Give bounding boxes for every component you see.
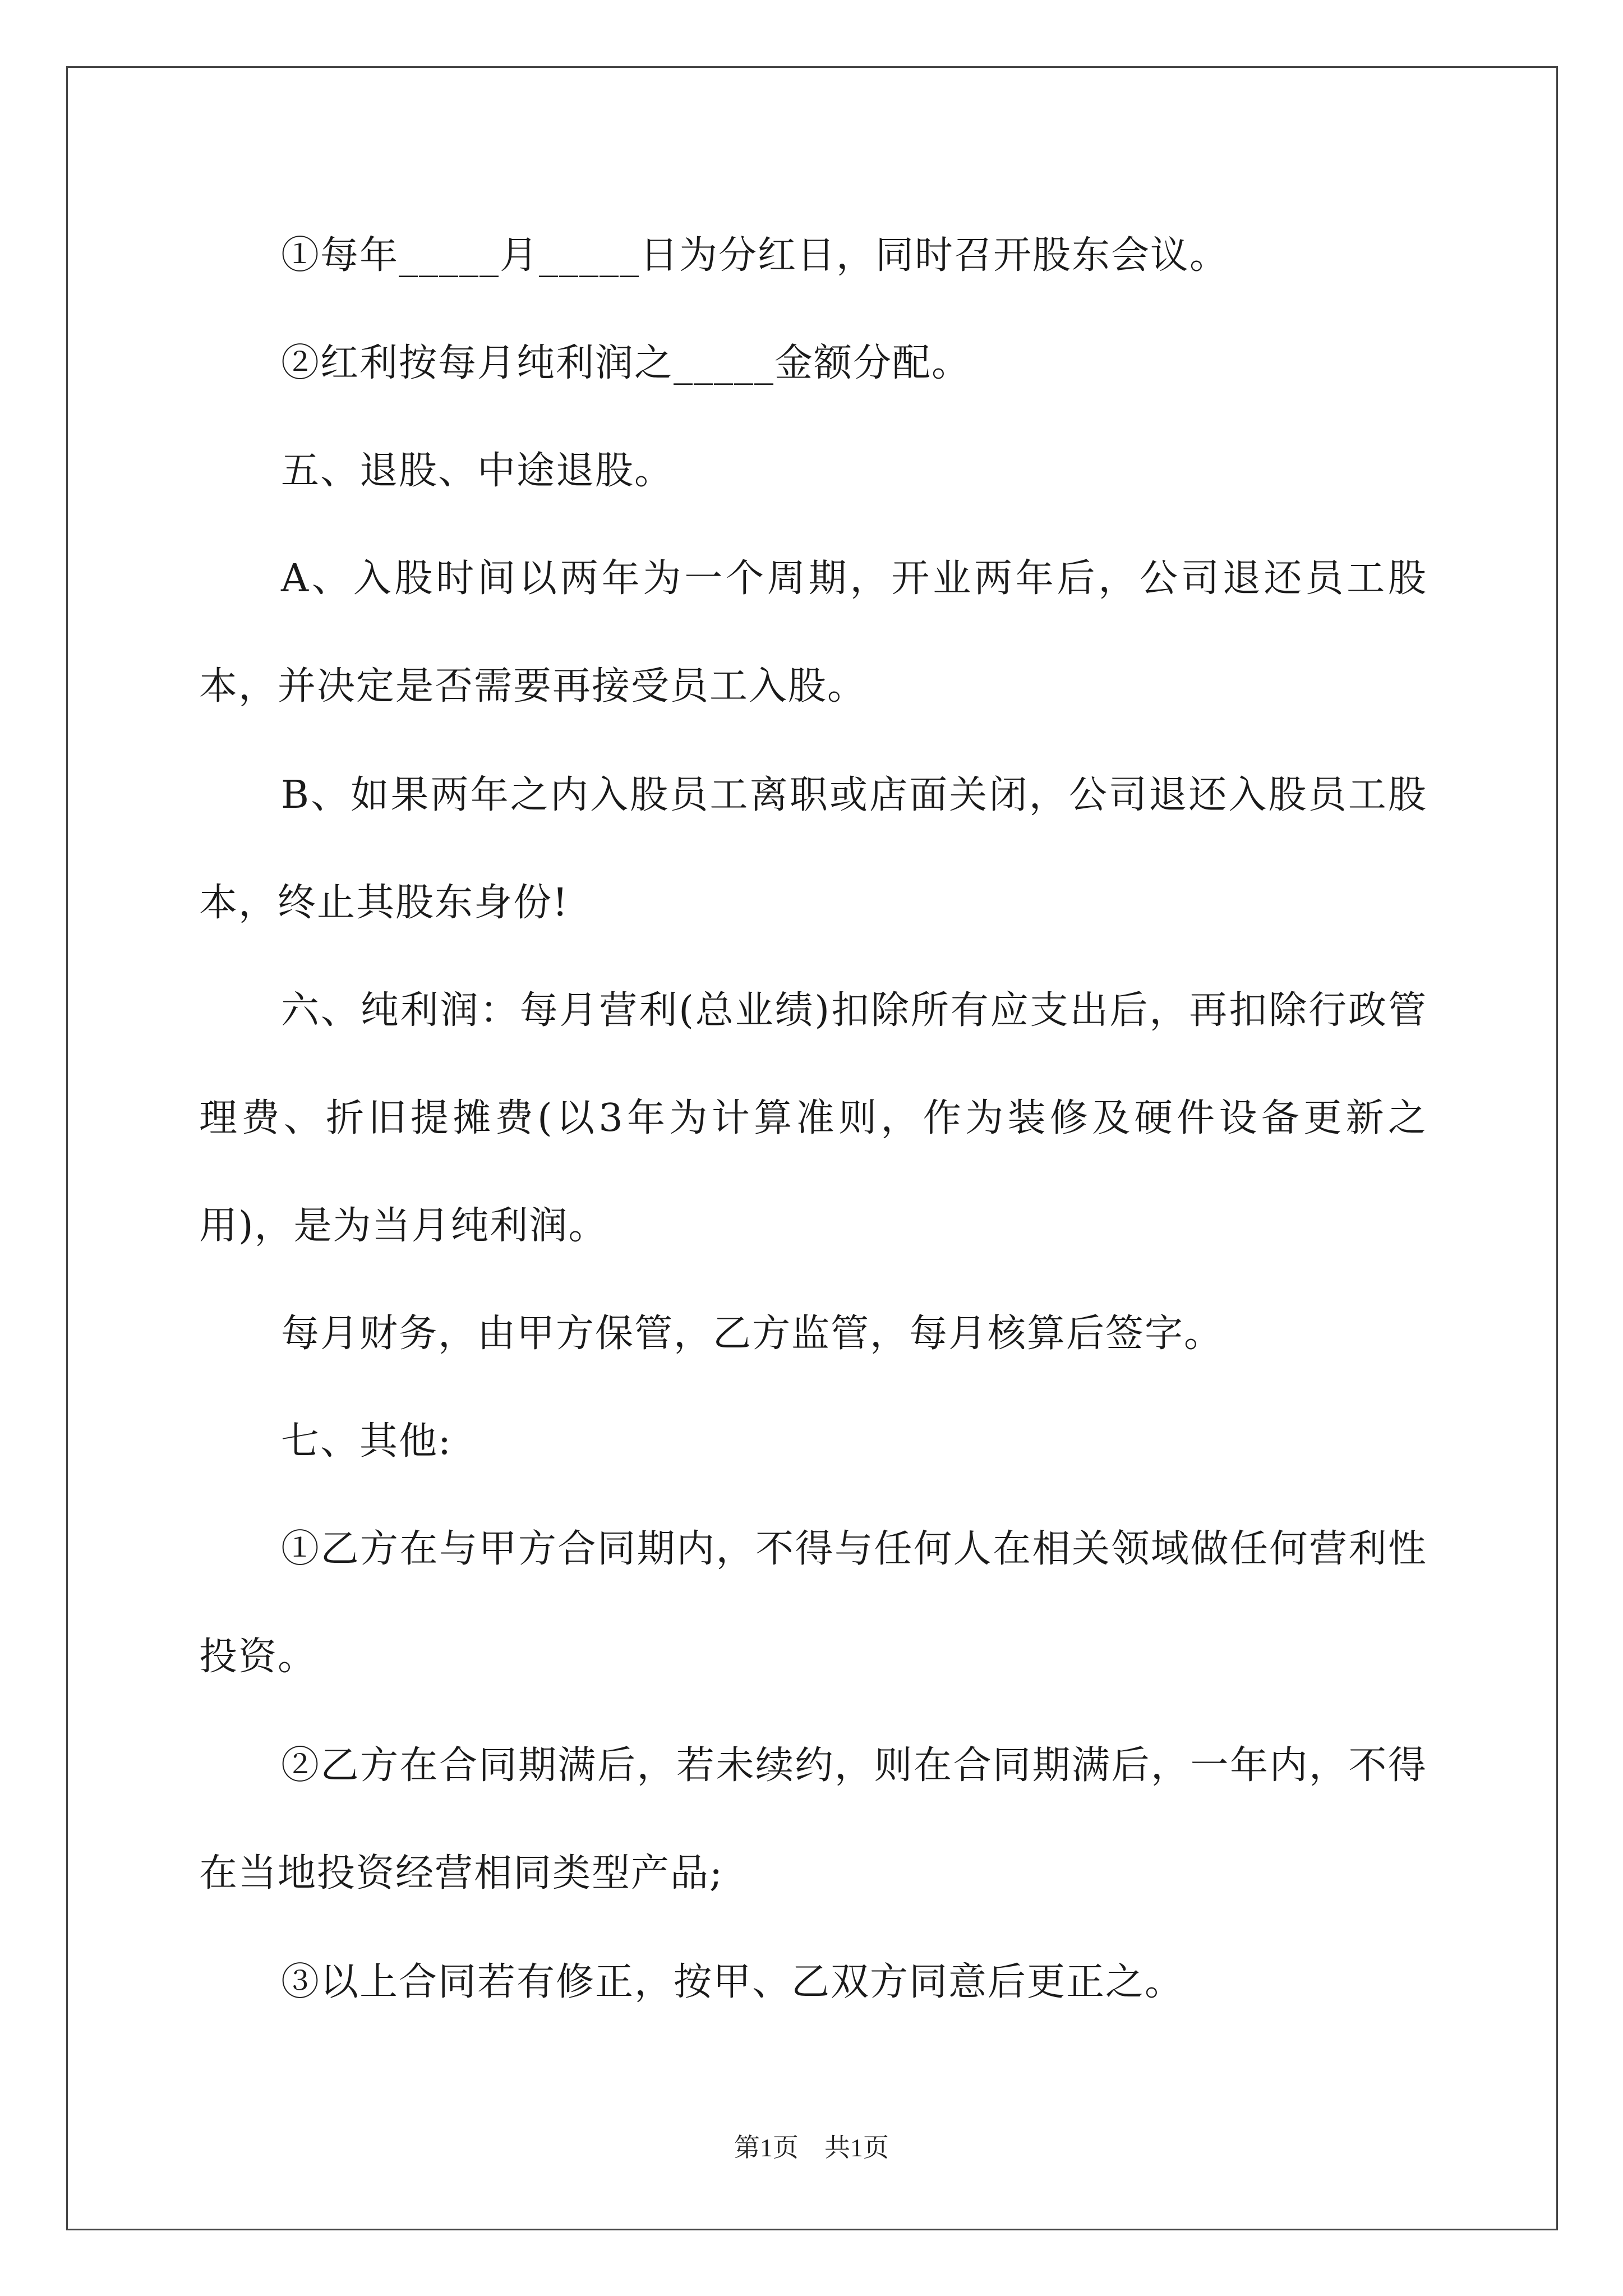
paragraph-other-3: ③以上合同若有修正，按甲、乙双方同意后更正之。 bbox=[281, 1960, 1184, 2004]
page-number-total: 共1页 bbox=[824, 2133, 889, 2162]
paragraph-other-2: ②乙方在合同期满后，若未续约，则在合同期满后，一年内，不得在当地投资经营相同类型产品; bbox=[199, 1743, 1427, 1895]
section-heading-withdrawal: 五、退股、中途退股。 bbox=[281, 449, 674, 493]
paragraph-other-1: ①乙方在与甲方合同期内，不得与任何人在相关领域做任何营利性投资。 bbox=[199, 1527, 1427, 1679]
page-footer bbox=[0, 2127, 1623, 2164]
section-heading-other: 七、其他: bbox=[281, 1419, 452, 1464]
paragraph-withdrawal-a: A、入股时间以两年为一个周期，开业两年后，公司退还员工股本，并决定是否需要再接受员工入股。 bbox=[199, 556, 1427, 708]
paragraph-finance: 每月财务，由甲方保管，乙方监管，每月核算后签字。 bbox=[281, 1312, 1224, 1356]
paragraph-withdrawal-b: B、如果两年之内入股员工离职或店面关闭，公司退还入股员工股本，终止其股东身份! bbox=[199, 773, 1427, 925]
paragraph-dividend-ratio: ②红利按每月纯利润之_____金额分配。 bbox=[281, 341, 971, 385]
page-number-current: 第1页 bbox=[734, 2133, 799, 2162]
paragraph-net-profit: 六、纯利润：每月营利(总业绩)扣除所有应支出后，再扣除行政管理费、折旧提摊费(以3年为计算准则，作为装修及硬件设备更新之用)，是为当月纯利润。 bbox=[199, 988, 1427, 1248]
paragraph-dividend-date: ①每年_____月_____日为分红日，同时召开股东会议。 bbox=[281, 233, 1229, 278]
